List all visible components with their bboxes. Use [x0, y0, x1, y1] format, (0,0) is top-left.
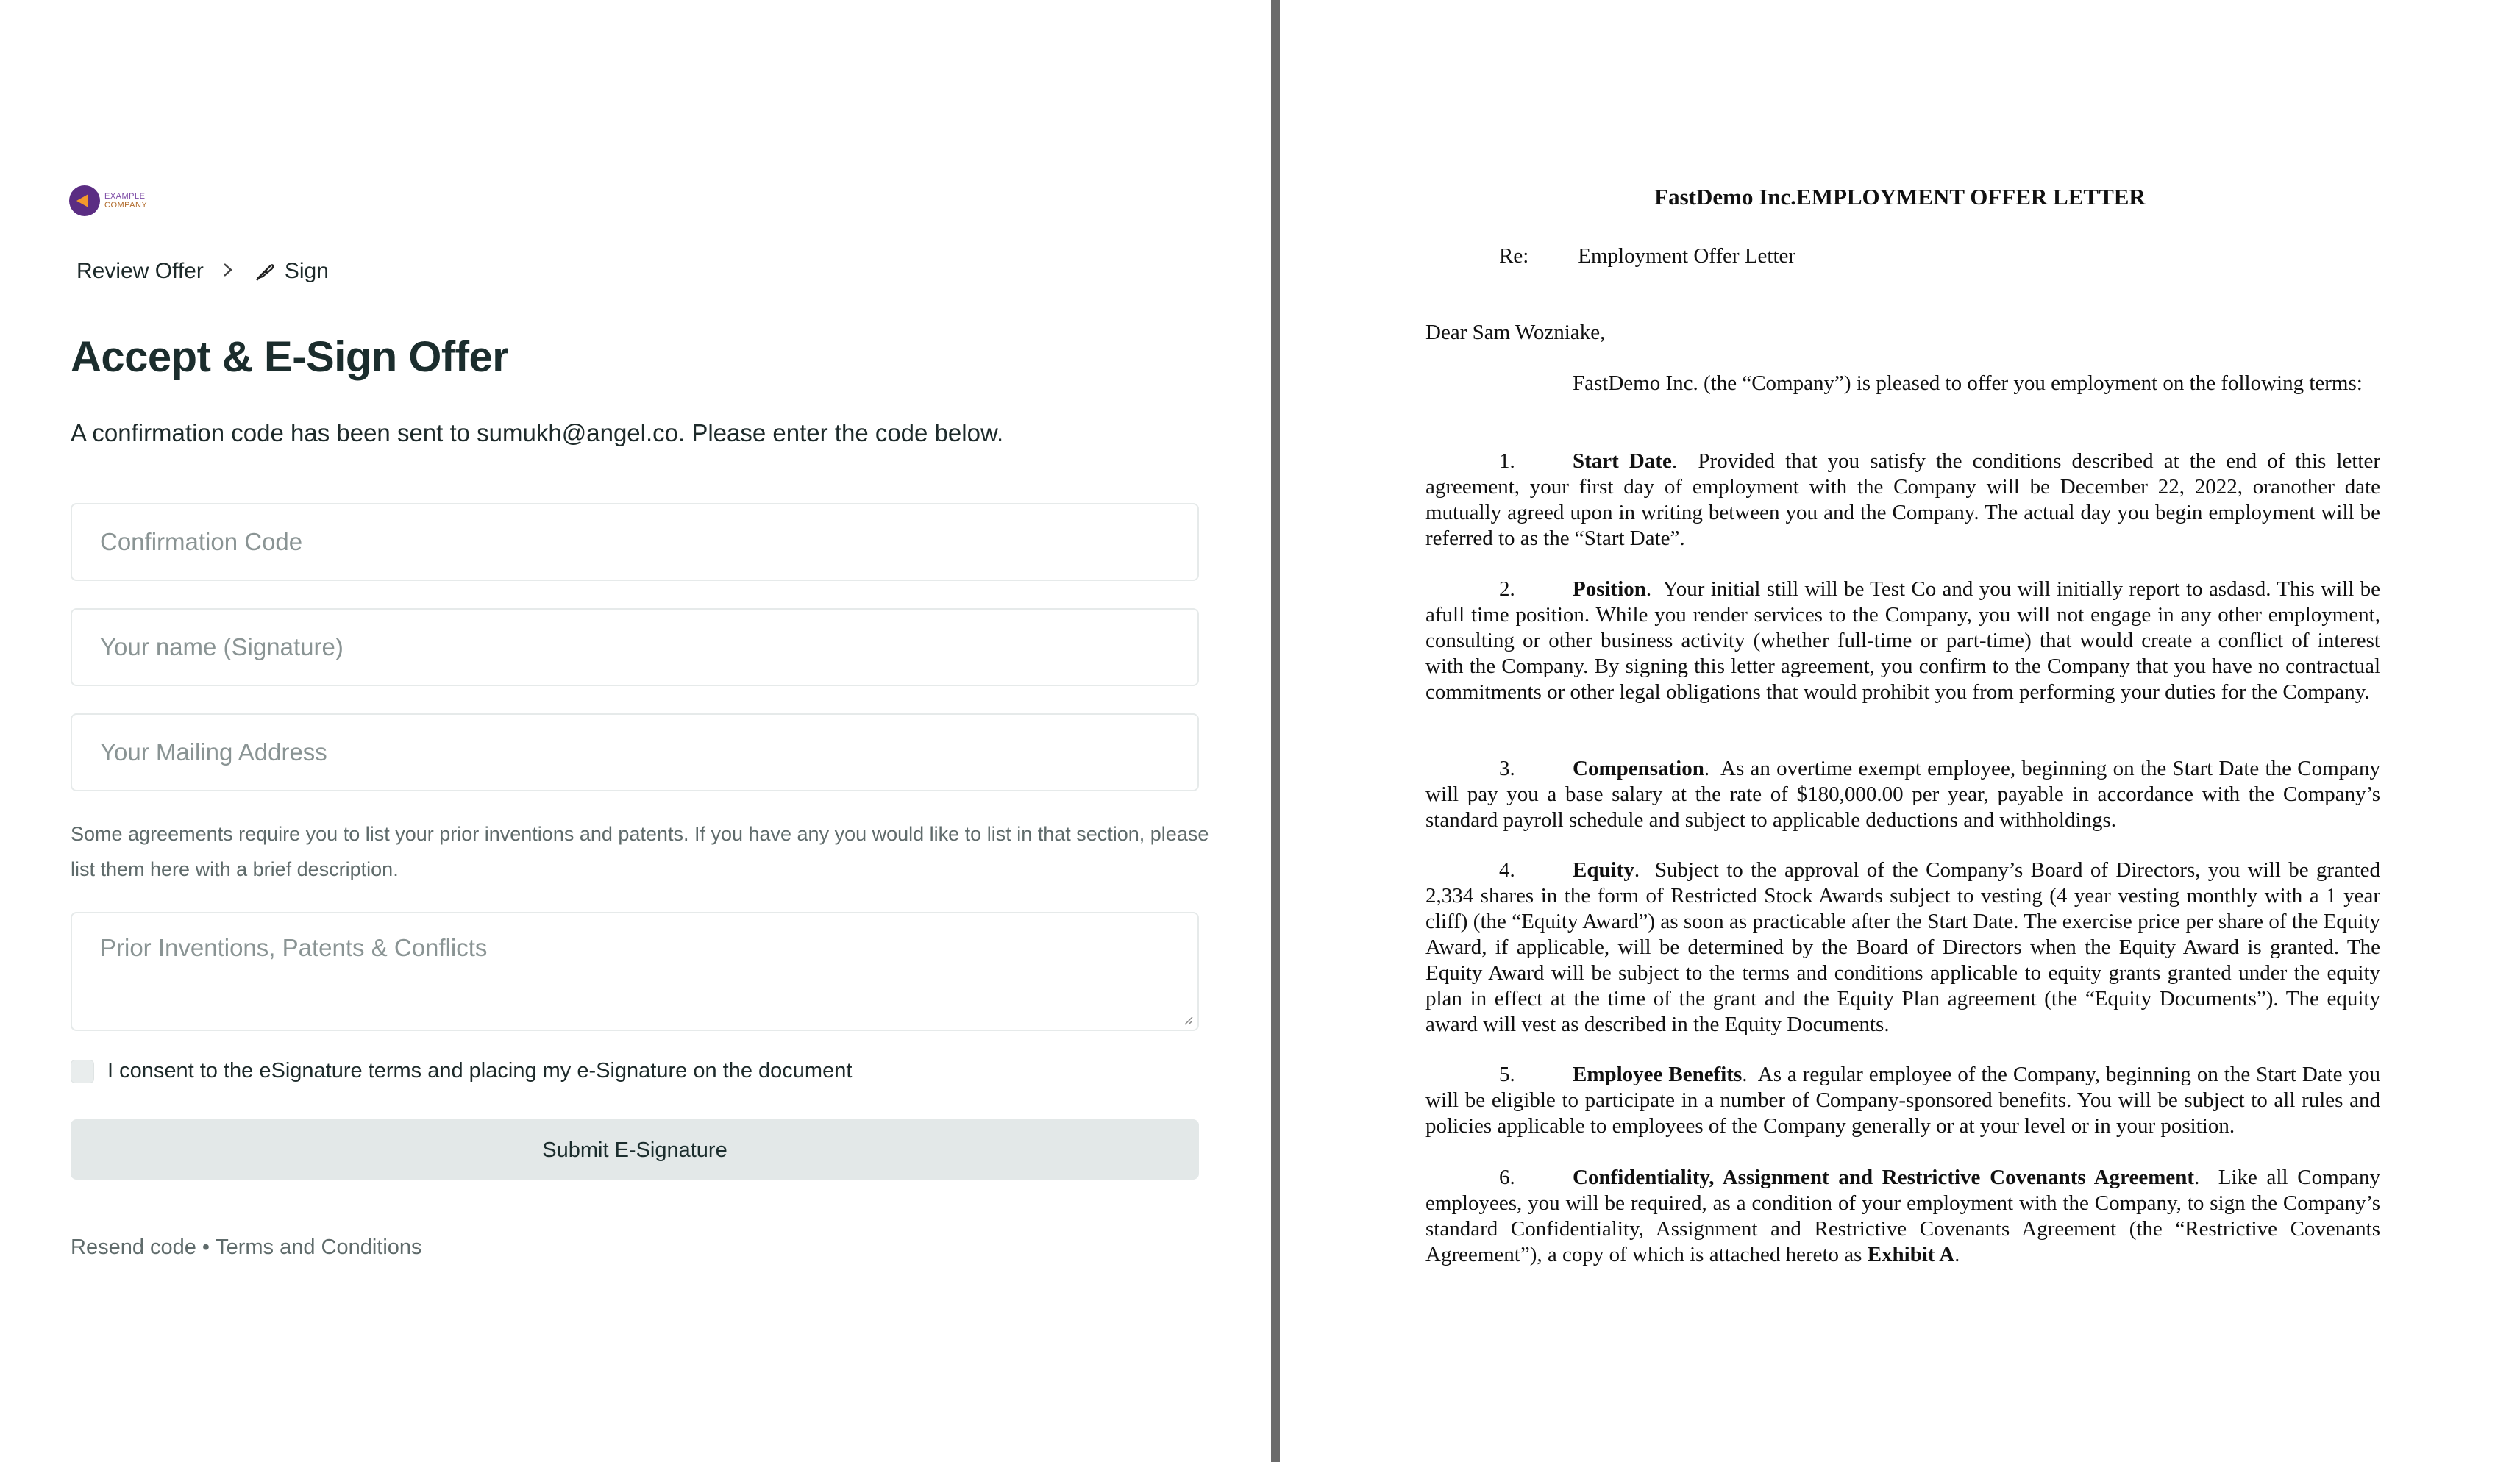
offer-letter-document: [1280, 0, 2520, 1462]
greeting: Dear Sam Wozniake,: [1425, 321, 1606, 344]
consent-row: [71, 1059, 852, 1083]
footer-links: [71, 1235, 422, 1260]
panel-divider[interactable]: [1271, 0, 1280, 1462]
section-paragraph: 1. Start Date. Provided that you satisfy the conditions described at the end of this letter agreement, your first day of employment with the Company will be December 22, 2022, oranother date mutually agreed upon in writing between you and the Company. The actual day you begin employment will be referred to as the “Start Date”.: [1425, 449, 2380, 550]
section-heading: Compensation: [1573, 757, 1704, 780]
resize-handle-icon[interactable]: [1183, 1015, 1193, 1025]
submit-esignature-button[interactable]: Submit E-Signature: [71, 1119, 1199, 1180]
section-text: Like all Company employees, you will be required, as a condition of your employment with the Company, to sign the Company’s standard Confidentiality, Assignment and Restrictive Covenants Agreement (the “Restrictive Covenants Agreement”), a copy of which is attached hereto as: [1425, 1166, 2380, 1266]
prior-inventions-textarea[interactable]: [71, 912, 1199, 1031]
intro-paragraph: [1425, 371, 2380, 396]
breadcrumb: [76, 259, 329, 284]
terms-link[interactable]: Terms and Conditions: [216, 1235, 422, 1259]
link-separator: •: [202, 1235, 210, 1259]
section-paragraph: 2. Position. Your initial still will be Test Co and you will initially report to asdasd. This will be afull time position. While you render services to the Company, you will not engage in any other employment, consulting or other business activity (whether full-time or part-time) that would create a conflict of interest with the Company. By signing this letter agreement, you confirm to the Company that you have no contractual commitments or other legal obligations that would prohibit you from performing your duties for the Company.: [1425, 577, 2380, 704]
section-paragraph: 6. Confidentiality, Assignment and Restrictive Covenants Agreement. Like all Company employees, you will be required, as a condition of your employment with the Company, to sign the Company’s standard Confidentiality, Assignment and Restrictive Covenants Agreement (the “Restrictive Covenants Agreement”), a copy of which is attached hereto as Exhibit A.: [1425, 1166, 2380, 1266]
intro-text: FastDemo Inc. (the “Company”) is pleased to offer you employment on the following terms:: [1573, 371, 2363, 395]
document-title: FastDemo Inc.EMPLOYMENT OFFER LETTER: [1654, 184, 2146, 210]
exhibit-reference: Exhibit A: [1867, 1243, 1955, 1266]
chevron-right-icon: [221, 259, 235, 284]
re-subject: Employment Offer Letter: [1578, 244, 1796, 268]
section-text: Subject to the approval of the Company’s Board of Directors, you will be granted 2,334 shares in the form of Restricted Stock Awards subject to vesting (4 year vesting monthly with a 1 year cliff) (the “Equity Award”) as soon as practicable after the Start Date. The exercise price per share of the Equity Award, if applicable, will be determined by the Board of Directors when the Equity Award is granted. The Equity Award will be subject to the terms and conditions applicable to equity grants granted under the equity plan in effect at the time of the grant and the Equity Plan agreement (the “Equity Documents”). The equity award will vest as described in the Equity Documents.: [1425, 858, 2380, 1036]
re-label: Re:: [1499, 244, 1529, 268]
section-paragraph: 5. Employee Benefits. As a regular employee of the Company, beginning on the Start Date you will be eligible to participate in a number of Company-sponsored benefits. You will be subject to all rules and policies applicable to employees of the Company generally or at your level or in your position.: [1425, 1063, 2380, 1138]
consent-label[interactable]: I consent to the eSignature terms and placing my e-Signature on the document: [107, 1059, 853, 1083]
prior-inventions-placeholder: Prior Inventions, Patents & Conflicts: [100, 934, 488, 961]
code-sent-message: A confirmation code has been sent to sumukh@angel.co. Please enter the code below.: [71, 419, 1004, 446]
page-title: Accept & E-Sign Offer: [71, 333, 509, 381]
section-heading: Start Date: [1573, 449, 1672, 473]
logo-line1: EXAMPLE: [104, 192, 146, 201]
section-text: As a regular employee of the Company, beginning on the Start Date you will be eligible to participate in a number of Company-sponsored benefits. You will be subject to all rules and policies applicable to employees of the Company generally or at your level or in your position.: [1425, 1063, 2380, 1138]
section-heading: Position: [1573, 577, 1646, 601]
section-text: Your initial still will be Test Co and you will initially report to asdasd. This will be afull time position. While you render services to the Company, you will not engage in any other employment, consulting or other business activity (whether full-time or part-time) that would create a conflict of interest with the Company. By signing this letter agreement, you confirm to the Company that you have no contractual commitments or other legal obligations that would prohibit you from performing your duties for the Company.: [1425, 577, 2380, 704]
section-heading: Employee Benefits: [1573, 1063, 1743, 1086]
company-logo: [69, 185, 147, 216]
breadcrumb-review-offer[interactable]: Review Offer: [76, 259, 204, 283]
section-heading: Confidentiality, Assignment and Restrictive Covenants Agreement: [1573, 1166, 2195, 1189]
section-paragraph: 3. Compensation. As an overtime exempt employee, beginning on the Start Date the Company will pay you a base salary at the rate of $180,000.00 per year, payable in accordance with the Company’s standard payroll schedule and subject to applicable deductions and withholdings.: [1425, 757, 2380, 832]
signature-name-input[interactable]: Your name (Signature): [71, 608, 1199, 686]
prior-inventions-help-text: Some agreements require you to list your prior inventions and patents. If you have any you would like to list in that section, please list them here with a brief description.: [71, 823, 1209, 880]
section-text: Provided that you satisfy the conditions described at the end of this letter agreement, your first day of employment with the Company will be December 22, 2022, oranother date mutually agreed upon in writing between you and the Company. The actual day you begin employment will be referred to as the “Start Date”.: [1425, 449, 2380, 550]
section-heading: Equity: [1573, 858, 1634, 882]
consent-checkbox[interactable]: [71, 1060, 94, 1083]
confirmation-code-input[interactable]: Confirmation Code: [71, 503, 1199, 581]
logo-line2: COMPANY: [104, 201, 148, 210]
breadcrumb-sign: Sign: [284, 259, 329, 283]
resend-code-link[interactable]: Resend code: [71, 1235, 196, 1259]
logo-mark-icon: [69, 185, 100, 216]
re-line: [1499, 244, 1795, 268]
section-paragraph: 4. Equity. Subject to the approval of the Company’s Board of Directors, you will be granted 2,334 shares in the form of Restricted Stock Awards subject to vesting (4 year vesting monthly with a 1 year cliff) (the “Equity Award”) as soon as practicable after the Start Date. The exercise price per share of the Equity Award, if applicable, will be determined by the Board of Directors when the Equity Award is granted. The Equity Award will be subject to the terms and conditions applicable to equity grants granted under the equity plan in effect at the time of the grant and the Equity Plan agreement (the “Equity Documents”). The equity award will vest as described in the Equity Documents.: [1425, 858, 2380, 1036]
mailing-address-input[interactable]: Your Mailing Address: [71, 713, 1199, 791]
section-text: As an overtime exempt employee, beginning on the Start Date the Company will pay you a base salary at the rate of $180,000.00 per year, payable in accordance with the Company’s standard payroll schedule and subject to applicable deductions and withholdings.: [1425, 757, 2380, 832]
feather-pen-icon: [254, 260, 276, 282]
